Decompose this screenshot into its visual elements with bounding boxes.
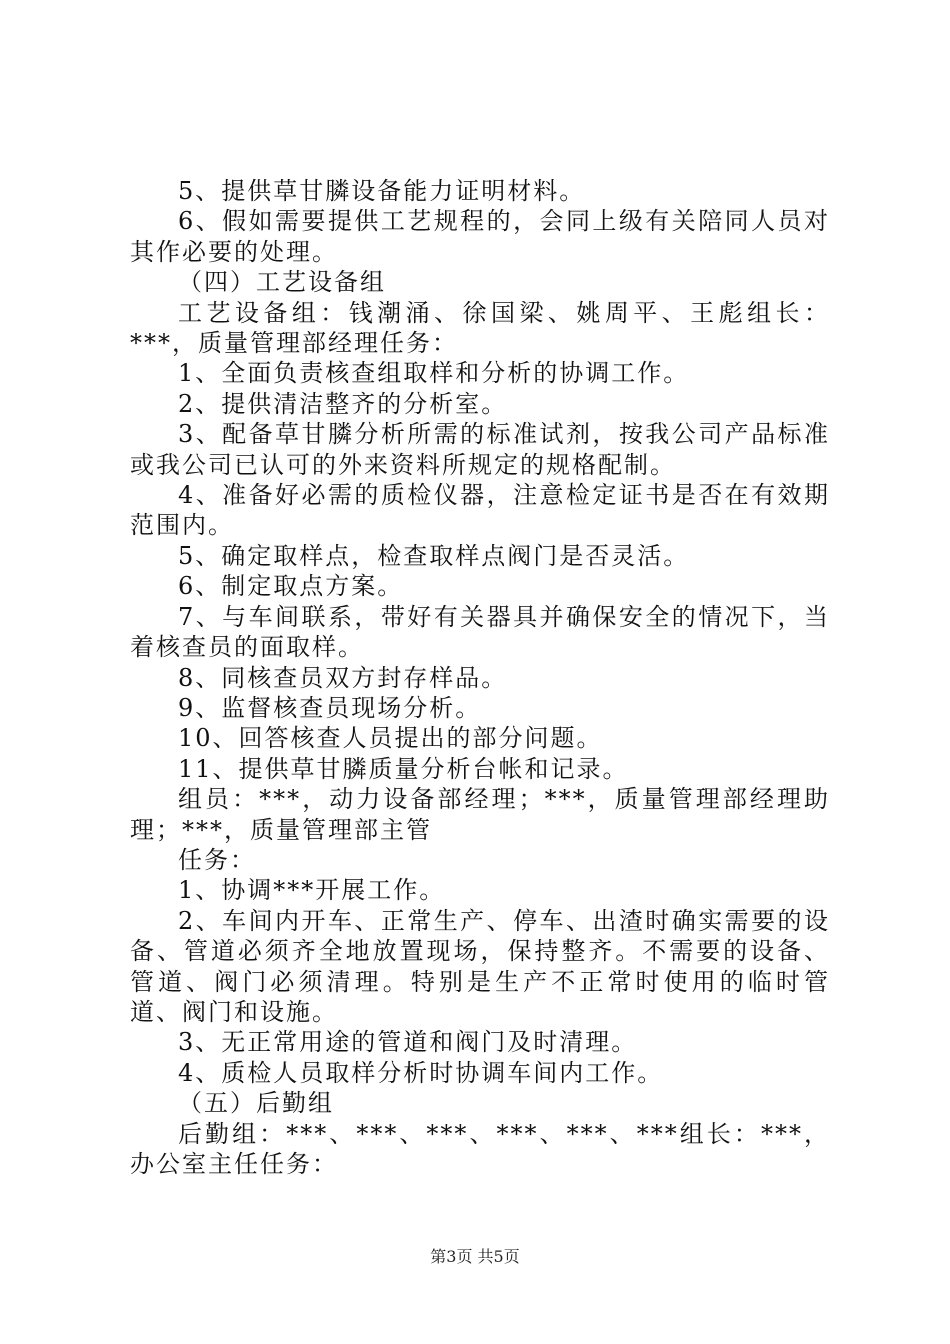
paragraph: 8、同核查员双方封存样品。 xyxy=(178,663,508,692)
paragraph: 11、提供草甘膦质量分析台帐和记录。 xyxy=(178,754,629,783)
paragraph: 3、无正常用途的管道和阀门及时清理。 xyxy=(178,1028,638,1057)
paragraph: 工艺设备组：钱潮涌、徐国梁、姚周平、王彪组长：***，质量管理部经理任务： xyxy=(130,298,830,358)
paragraph: 后勤组：***、***、***、***、***、***组长：***，办公室主任任务： xyxy=(130,1119,830,1178)
paragraph: 4、质检人员取样分析时协调车间内工作。 xyxy=(178,1058,664,1087)
paragraph: 6、制定取点方案。 xyxy=(178,572,404,601)
paragraph: 7、与车间联系，带好有关器具并确保安全的情况下，当着核查员的面取样。 xyxy=(130,602,830,662)
section-heading: （五）后勤组 xyxy=(178,1089,334,1118)
paragraph: 组员：***，动力设备部经理；***，质量管理部经理助理；***，质量管理部主管 xyxy=(130,785,830,844)
paragraph: 5、确定取样点，检查取样点阀门是否灵活。 xyxy=(178,541,690,570)
page-number: 第3页 共5页 xyxy=(430,1247,520,1266)
paragraph: 任务： xyxy=(178,845,256,874)
paragraph: 1、全面负责核查组取样和分析的协调工作。 xyxy=(178,359,690,388)
paragraph: 4、准备好必需的质检仪器，注意检定证书是否在有效期范围内。 xyxy=(130,481,830,540)
paragraph: 6、假如需要提供工艺规程的，会同上级有关陪同人员对其作必要的处理。 xyxy=(130,207,830,266)
paragraph: 3、配备草甘膦分析所需的标准试剂，按我公司产品标准或我公司已认可的外来资料所规定的规格配制。 xyxy=(130,420,830,479)
paragraph: 2、提供清洁整齐的分析室。 xyxy=(178,389,508,418)
paragraph: 1、协调***开展工作。 xyxy=(178,876,446,905)
paragraph: 2、车间内开车、正常生产、停车、出渣时确实需要的设备、管道必须齐全地放置现场，保持整齐。不需要的设备、管道、阀门必须清理。特别是生产不正常时使用的临时管道、阀门和设施。 xyxy=(130,906,830,1026)
paragraph: 5、提供草甘膦设备能力证明材料。 xyxy=(178,177,586,205)
paragraph: 10、回答核查人员提出的部分问题。 xyxy=(178,724,603,753)
paragraph: 9、监督核查员现场分析。 xyxy=(178,693,482,722)
body-text xyxy=(130,176,830,1179)
section-heading: （四）工艺设备组 xyxy=(178,268,386,297)
